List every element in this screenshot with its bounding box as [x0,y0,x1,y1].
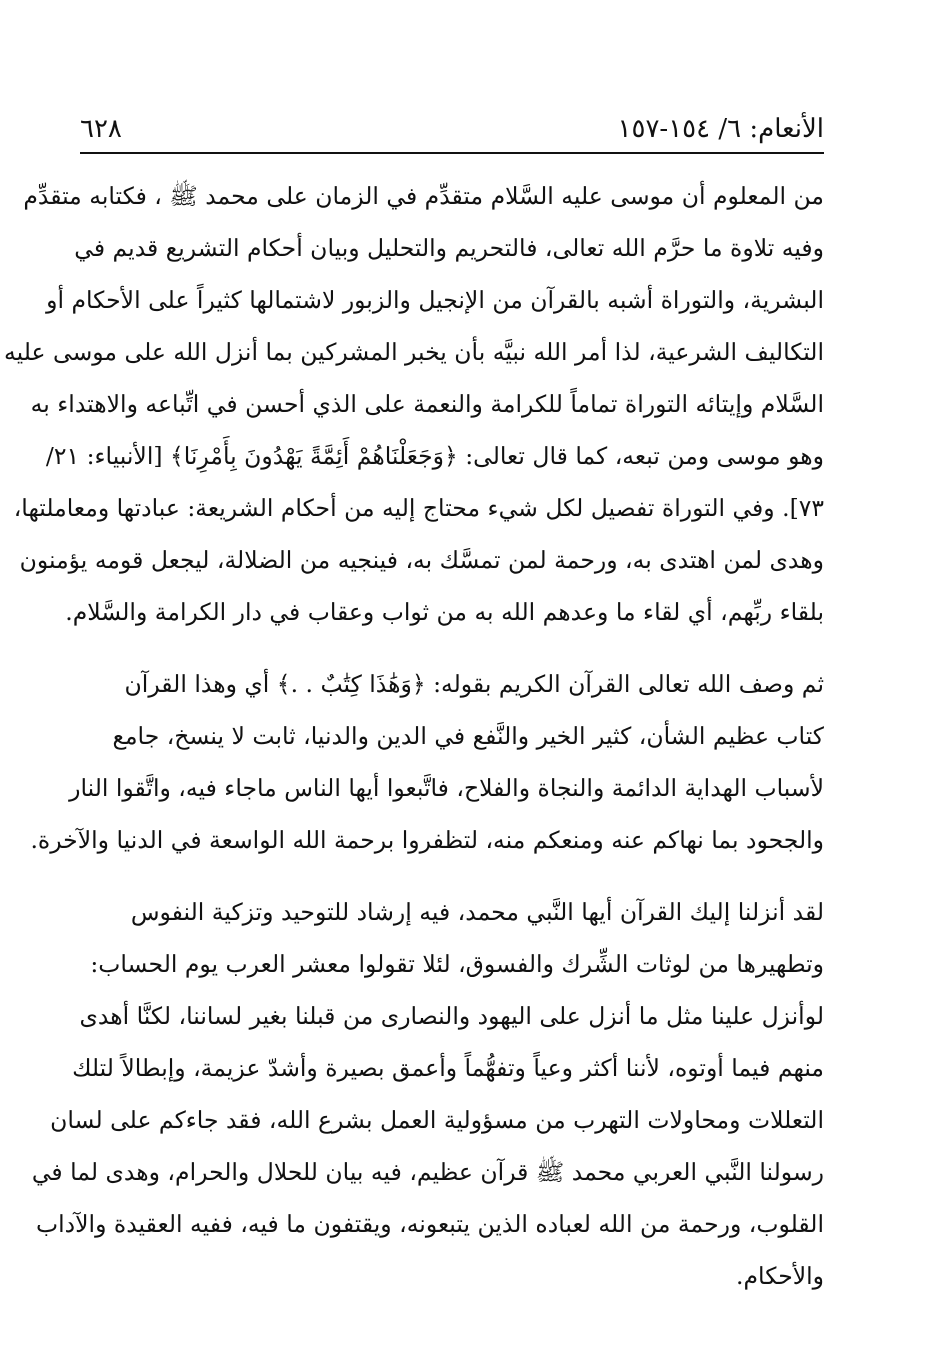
text-line: السَّلام وإيتائه التوراة تماماً للكرامة والنعمة على الذي أحسن في اتِّباعه والاهتداء به [30,390,824,418]
text-line: من المعلوم أن موسى عليه السَّلام متقدِّم في الزمان على محمد ﷺ ، فكتابه متقدِّم [23,182,824,210]
page-header [80,108,824,154]
text-line: رسولنا النَّبي العربي محمد ﷺ قرآن عظيم، فيه بيان للحلال والحرام، وهدى لما في [31,1158,824,1186]
text-line: لقد أنزلنا إليك القرآن أيها النَّبي محمد، فيه إرشاد للتوحيد وتزكية النفوس [130,898,824,926]
paragraph-1 [4,170,824,638]
text-line: التعللات ومحاولات التهرب من مسؤولية العمل بشرع الله، فقد جاءكم على لسان [50,1106,824,1134]
text-line: لوأنزل علينا مثل ما أنزل على اليهود والنصارى من قبلنا بغير لساننا، لكنَّا أهدى [79,1002,824,1030]
text-line: وهدى لمن اهتدى به، ورحمة لمن تمسَّك به، فينجيه من الضلالة، ليجعل قومه يؤمنون [19,546,824,574]
text-line: ٧٣]. وفي التوراة تفصيل لكل شيء محتاج إليه من أحكام الشريعة: عبادتها ومعاملتها، [13,494,824,522]
paragraph-3 [31,886,824,1302]
page-body [4,170,824,1302]
text-line: البشرية، والتوراة أشبه بالقرآن من الإنجيل والزبور لاشتمالها كثيراً على الأحكام أو [46,286,824,314]
running-title: الأنعام: ٦/ ١٥٤-١٥٧ [617,114,824,144]
text-line: التكاليف الشرعية، لذا أمر الله نبيَّه بأن يخبر المشركين بما أنزل الله على موسى عليه [4,338,824,366]
paragraph-2 [30,658,824,866]
text-line: والأحكام. [736,1262,824,1290]
paragraph-gap [80,638,824,658]
paragraph-gap [80,866,824,886]
text-line: ثم وصف الله تعالى القرآن الكريم بقوله: ﴿وَهَٰذَا كِتَٰبٌ . .﴾ أي وهذا القرآن [124,670,824,698]
text-line: وتطهيرها من لوثات الشِّرك والفسوق، لئلا تقولوا معشر العرب يوم الحساب: [90,950,824,978]
page-number: ٦٢٨ [80,114,122,144]
header-divider [80,152,824,154]
text-line: منهم فيما أوتوه، لأننا أكثر وعياً وتفهُّماً وأعمق بصيرة وأشدّ عزيمة، وإبطالاً لتلك [72,1054,824,1082]
text-line: وفيه تلاوة ما حرَّم الله تعالى، فالتحريم والتحليل وبيان أحكام التشريع قديم في [74,234,824,262]
text-line: القلوب، ورحمة من الله لعباده الذين يتبعونه، ويقتفون ما فيه، ففيه العقيدة والآداب [36,1210,824,1238]
text-line: كتاب عظيم الشأن، كثير الخير والنَّفع في الدين والدنيا، ثابت لا ينسخ، جامع [112,722,824,750]
text-line: والجحود بما نهاكم عنه ومنعكم منه، لتظفروا برحمة الله الواسعة في الدنيا والآخرة. [30,826,824,854]
text-line: وهو موسى ومن تبعه، كما قال تعالى: ﴿وَجَعَلْنَاهُمْ أَئِمَّةً يَهْدُونَ بِأَمْرِنَا﴾ [الأنبياء: ٢١/ [45,442,824,470]
text-line: لأسباب الهداية الدائمة والنجاة والفلاح، فاتَّبعوا أيها الناس ماجاء فيه، واتَّقوا النار [69,774,824,802]
text-line: بلقاء ربِّهم، أي لقاء ما وعدهم الله به من ثواب وعقاب في دار الكرامة والسَّلام. [65,598,824,626]
